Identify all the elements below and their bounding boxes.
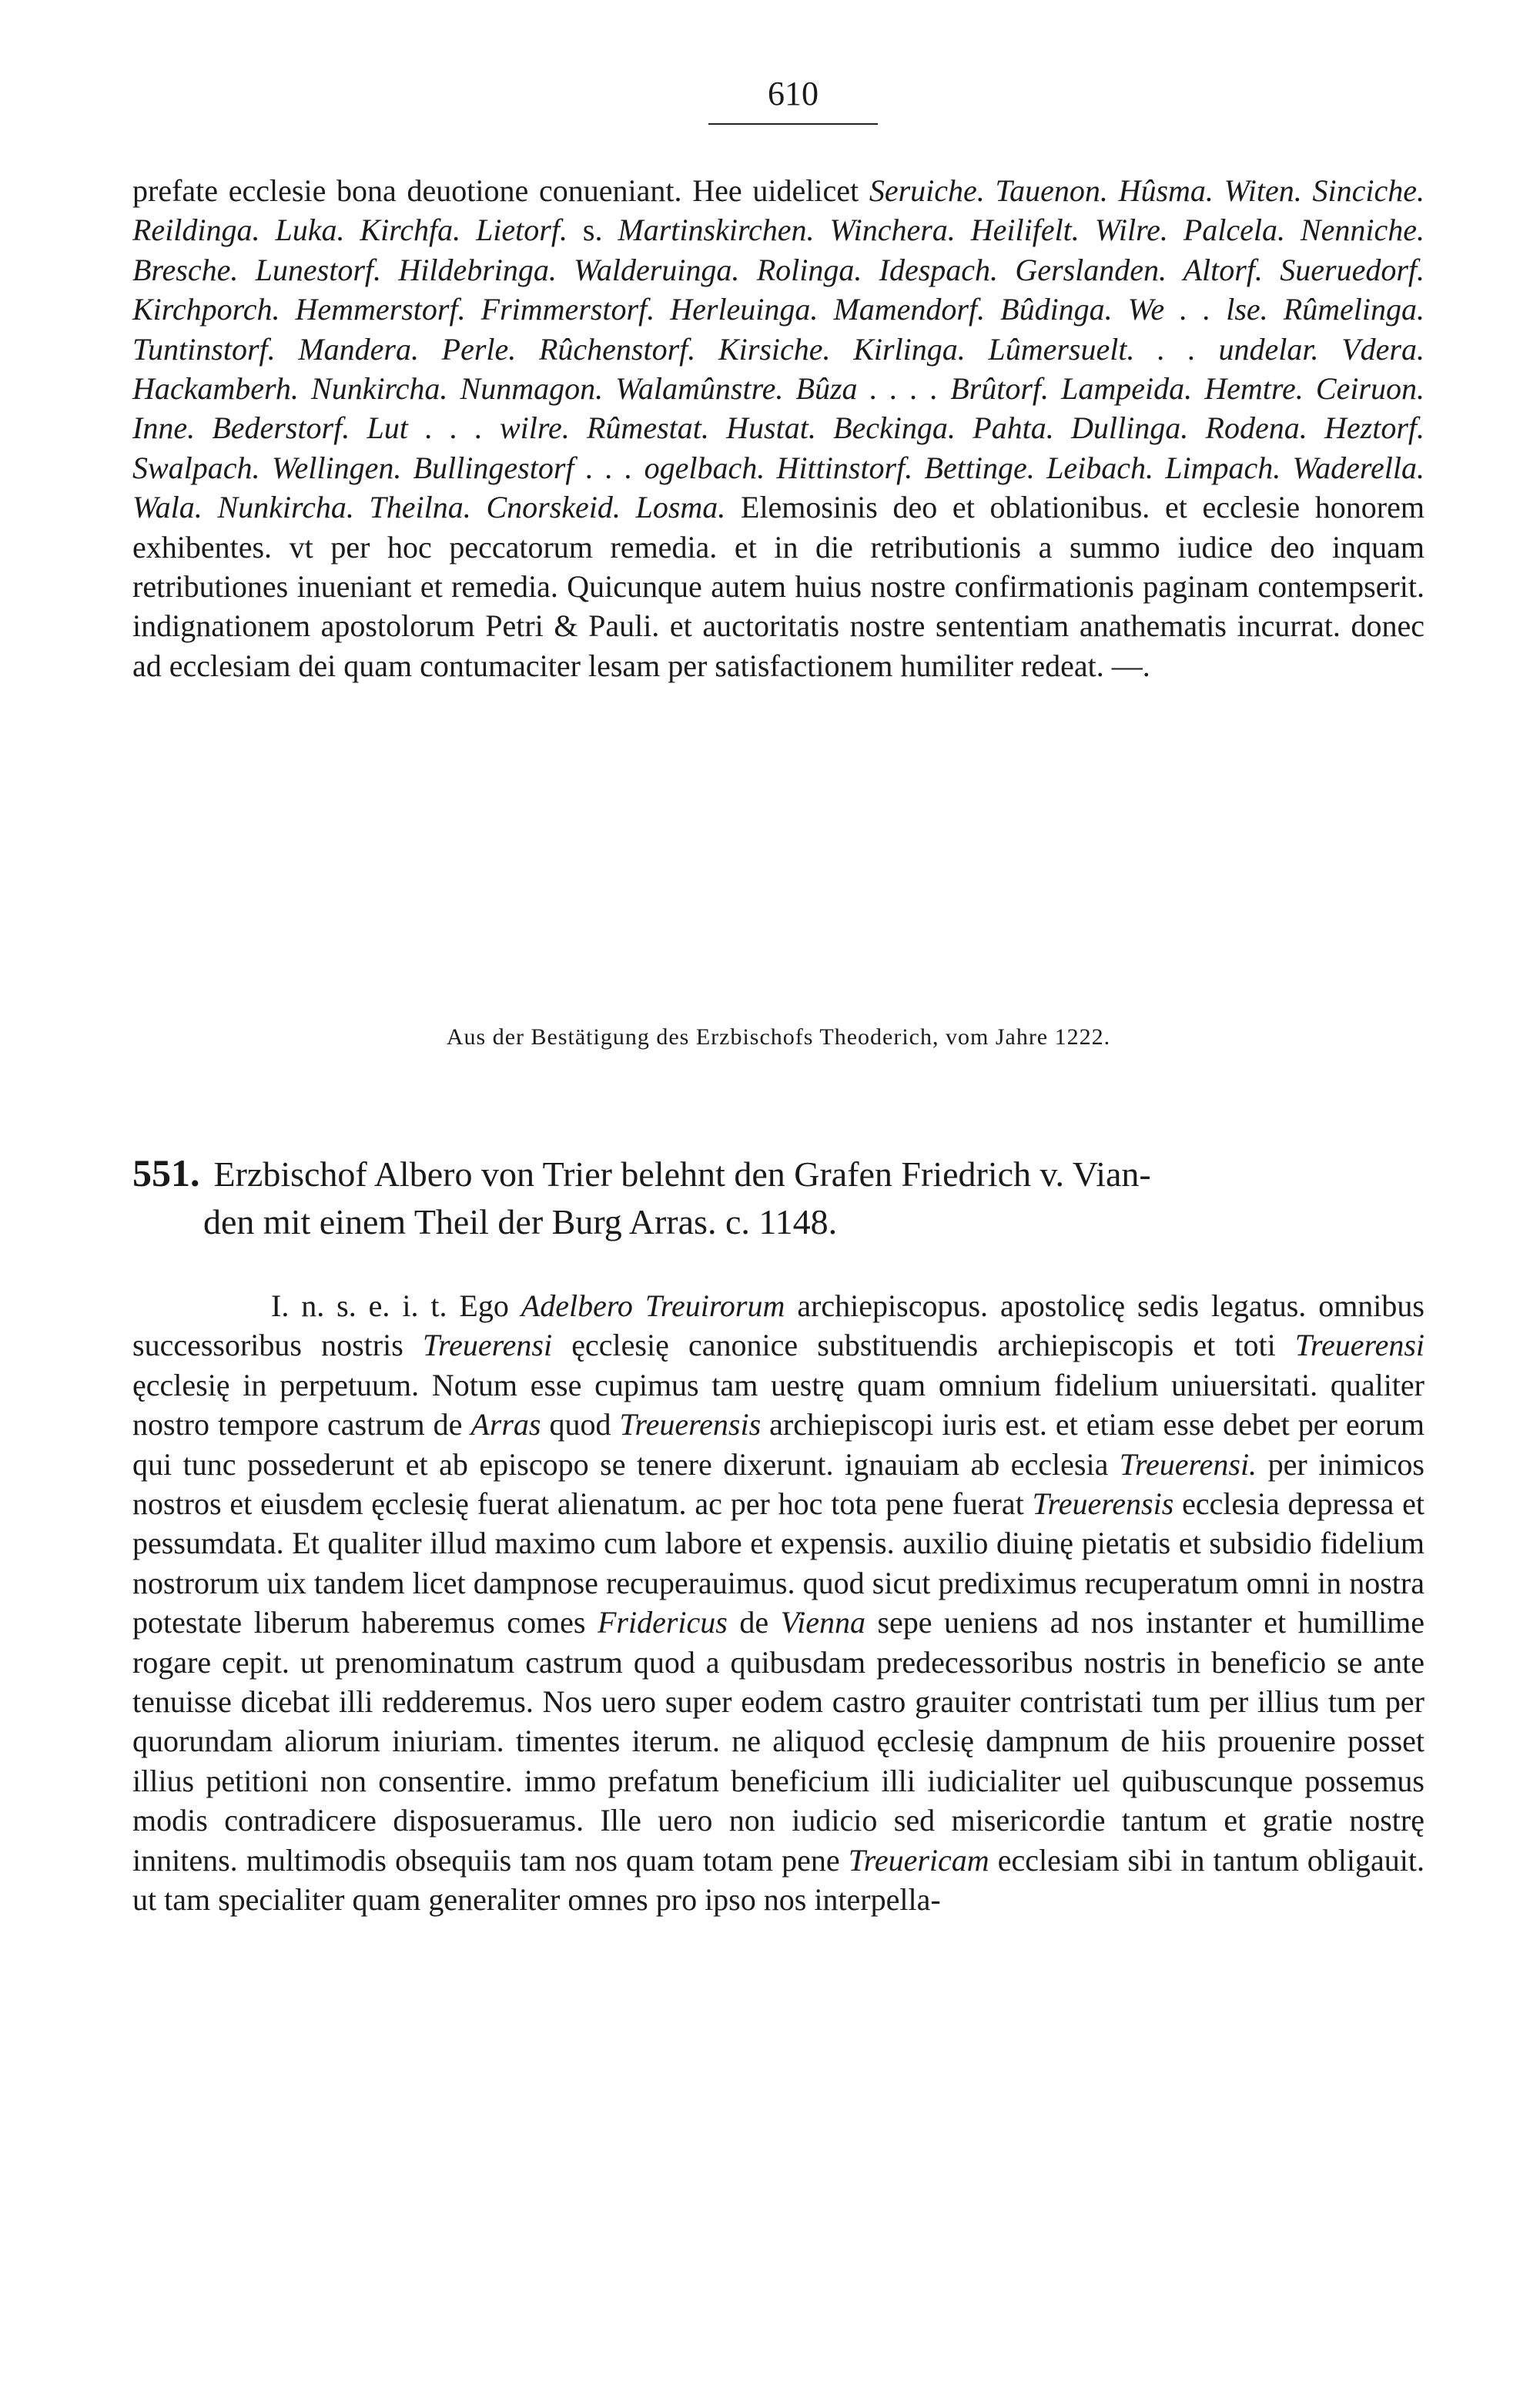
text-run: ęcclesię canonice substituendis archiepiscopis et toti [552, 1328, 1295, 1363]
italic-text-run: Treuerensis [619, 1407, 762, 1442]
text-run: Elemosinis deo et oblationibus. et ecclesie honorem exhibentes. vt per hoc peccatorum remedia. et in die retributionis a summo iudice deo inquam retributiones inueniant et remedia. Quicunque autem huius nostre confirmationis paginam contempserit. indignationem apostolorum Petri & Pauli. et auctoritatis nostre sententiam anathematis incurrat. donec ad ecclesiam dei quam contumaciter lesam per satisfactionem humiliter redeat. —. [132, 490, 1424, 683]
text-run: archiepiscopus. apostolicę sedis legatus. omnibus successoribus nostris [132, 1288, 1424, 1363]
text-run: archiepiscopi iuris est. et etiam esse debet per eorum qui tunc possederunt et ab episcopo se tenere dixerunt. ignauiam ab ecclesia [132, 1407, 1425, 1482]
italic-text-run: Adelbero Treuirorum [521, 1288, 785, 1323]
italic-text-run: Vienna [780, 1605, 865, 1640]
text-run: quod [541, 1407, 620, 1442]
text-run: per inimicos nostros et eiusdem ęcclesię fuerat alienatum. ac per hoc tota pene fuerat [132, 1446, 1425, 1522]
text-run: ęcclesię in perpetuum. Notum esse cupimus tam uestrę quam omnium fidelium uniuersitati. qualiter nostro tempore castrum de [132, 1367, 1424, 1442]
text-run: prefate ecclesie bona deuotione conueniant. Hee uidelicet [132, 173, 869, 208]
italic-text-run: Treuerensi. [1119, 1446, 1257, 1482]
italic-text-run: Treuerensis [1032, 1486, 1174, 1522]
page-number-rule [708, 123, 878, 125]
text-run: I. n. s. e. i. t. Ego [271, 1288, 521, 1323]
italic-text-run: Treuericam [848, 1842, 989, 1878]
text-run: ecclesia depressa et pessumdata. Et qualiter illud maximo cum labore et expensis. auxilio diuinę pietatis et subsidio fidelium nostrorum uix tandem licet dampnose recuperauimus. quod sicut prediximus recuperatum omni in nostra potestate liberum haberemus comes [132, 1486, 1424, 1640]
heading-line-1: Erzbischof Albero von Trier belehnt den Grafen Friedrich v. Vian- [213, 1154, 1151, 1194]
text-run: s. [567, 213, 618, 248]
italic-text-run: Seruiche. Tauenon. Hûsma. Witen. Sinciche. Reildinga. Luka. Kirchfa. Lietorf. [132, 173, 1424, 248]
page-number: 610 [768, 75, 819, 112]
source-note: Aus der Bestätigung des Erzbischofs Theoderich, vom Jahre 1222. [446, 1024, 1111, 1050]
italic-text-run: Martinskirchen. Winchera. Heilifelt. Wilre. Palcela. Nenniche. Bresche. Lunestorf. Hildebringa. Walderuinga. Rolinga. Idespach. Gerslanden. Altorf. Sueruedorf. Kirchporch. Hemmerstorf. Frimmerstorf. Herleuinga. Mamendorf. Bûdinga. We . . lse. Rûmelinga. Tuntinstorf. Mandera. Perle. Rûchenstorf. Kirsiche. Kirlinga. Lûmersuelt. . . undelar. Vdera. Hackamberh. Nunkircha. Nunmagon. Walamûnstre. Bûza . . . . Brûtorf. Lampeida. Hemtre. Ceiruon. Inne. Bederstorf. Lut . . . wilre. Rûmestat. Hustat. Beckinga. Pahta. Dullinga. Rodena. Heztorf. Swalpach. Wellingen. Bullingestorf . . . ogelbach. Hittinstorf. Bettinge. Leibach. Limpach. Waderella. Wala. Nunkircha. Theilna. Cnorskeid. Losma. [132, 213, 1424, 525]
document-heading [132, 1149, 1424, 1246]
text-run: sepe ueniens ad nos instanter et humillime rogare cepit. ut prenominatum castrum quod a quibusdam predecessoribus nostris in beneficio se ante tenuisse dicebat illi redderemus. Nos uero super eodem castro grauiter contristati tum per illius tum per quorundam aliorum iniuriam. timentes iterum. ne aliquod ęcclesię dampnum de hiis prouenire posset illius petitioni non consentire. immo prefatum beneficium illi iudicialiter uel quibuscunque possemus modis contradicere disposueramus. Ille uero non iudicio sed misericordie tantum et gratie nostrę innitens. multimodis obsequiis tam nos quam totam pene [132, 1605, 1424, 1878]
italic-text-run: Fridericus [598, 1605, 728, 1640]
continued-paragraph [132, 171, 1424, 685]
text-run: de [727, 1605, 781, 1640]
charter-text-paragraph [132, 1286, 1424, 1920]
italic-text-run: Treuerensi [1294, 1328, 1425, 1363]
italic-text-run: Treuerensi [422, 1328, 553, 1363]
italic-text-run: Arras [470, 1407, 541, 1442]
heading-line-2: den mit einem Theil der Burg Arras. c. 1148. [203, 1202, 838, 1241]
text-run: ecclesiam sibi in tantum obligauit. ut tam specialiter quam generaliter omnes pro ipso nos interpella- [132, 1842, 1424, 1918]
document-number: 551. [132, 1151, 200, 1194]
